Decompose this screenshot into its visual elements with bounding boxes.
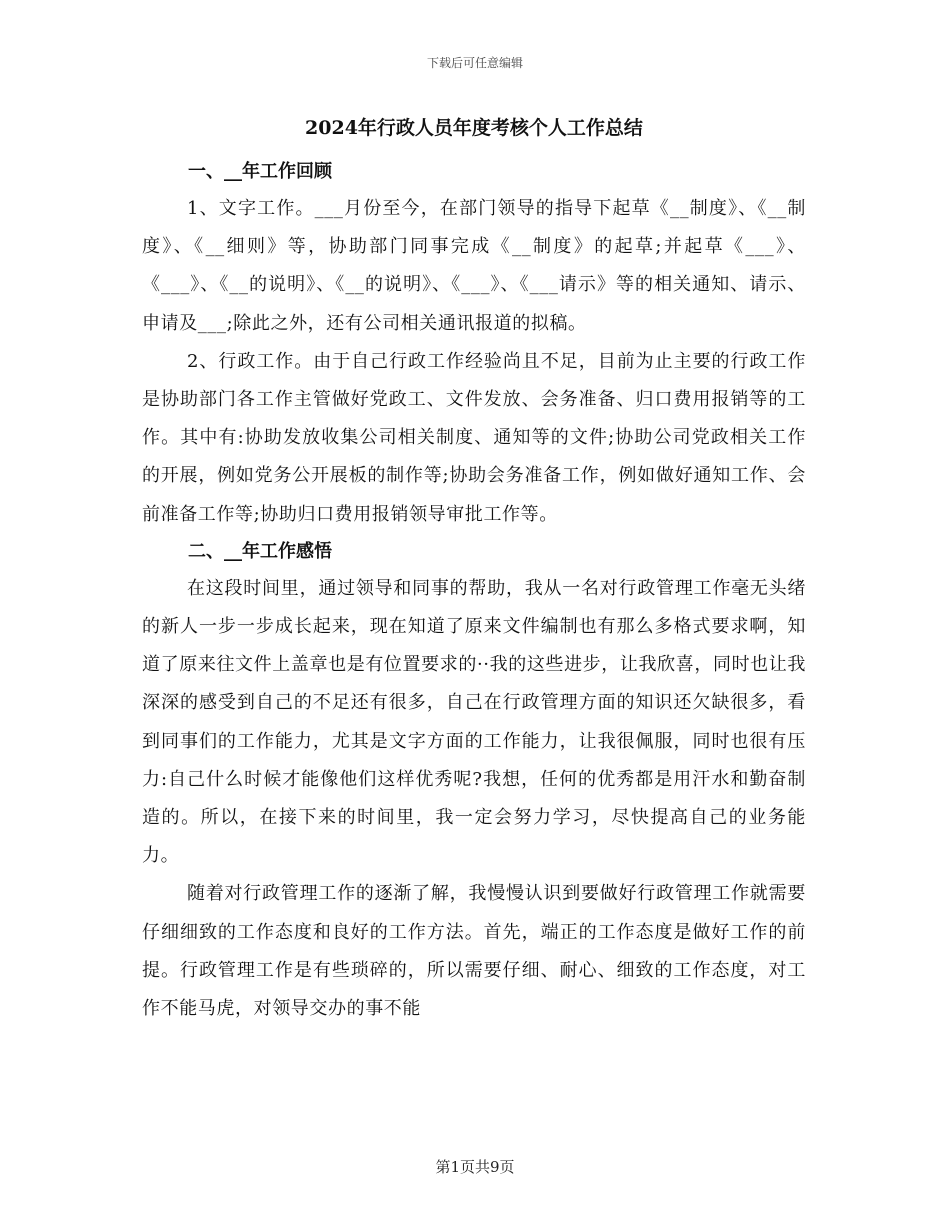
paragraph-attitude: 随着对行政管理工作的逐渐了解，我慢慢认识到要做好行政管理工作就需要仔细细致的工作态度和良好的工作方法。首先，端正的工作态度是做好工作的前提。行政管理工作是有些琐碎的，所以需要仔细、耐心、细致的工作态度，对工作不能马虎，对领导交办的事不能 <box>142 883 806 1020</box>
paragraph-growth: 在这段时间里，通过领导和同事的帮助，我从一名对行政管理工作毫无头绪的新人一步一步成长起来，现在知道了原来文件编制也有那么多格式要求啊，知道了原来往文件上盖章也是有位置要求的··我的这些进步，让我欣喜，同时也让我深深的感受到自己的不足还有很多，自己在行政管理方面的知识还欠缺很多，看到同事们的工作能力，尤其是文字方面的工作能力，让我很佩服，同时也很有压力:自己什么时候才能像他们这样优秀呢?我想，任何的优秀都是用汗水和勤奋制造的。所以，在接下来的时间里，我一定会努力学习，尽快提高自己的业务能力。 <box>142 577 806 867</box>
document-body <box>142 112 806 1028</box>
page-number-footer: 第1页共9页 <box>435 1158 515 1176</box>
document-title: 2024年行政人员年度考核个人工作总结 <box>305 117 643 139</box>
section-heading-reflection: 二、__年工作感悟 <box>188 540 332 562</box>
header-note: 下载后可任意编辑 <box>426 56 523 70</box>
paragraph-admin-work: 2、行政工作。由于自己行政工作经验尚且不足，目前为止主要的行政工作是协助部门各工作主管做好党政工、文件发放、会务准备、归口费用报销等的工作。其中有:协助发放收集公司相关制度、通知等的文件;协助公司党政相关工作的开展，例如党务公开展板的制作等;协助会务准备工作，例如做好通知工作、会前准备工作等;协助归口费用报销领导审批工作等。 <box>142 350 806 525</box>
section-heading-review: 一、__年工作回顾 <box>188 161 332 182</box>
paragraph-writing-work: 1、文字工作。___月份至今，在部门领导的指导下起草《__制度》、《__制度》、《__细则》等，协助部门同事完成《__制度》的起草;并起草《___》、《___》、《__的说明》、《__的说明》、《___》、《___请示》等的相关通知、请示、申请及___;除此之外，还有公司相关通讯报道的拟稿。 <box>142 198 806 334</box>
